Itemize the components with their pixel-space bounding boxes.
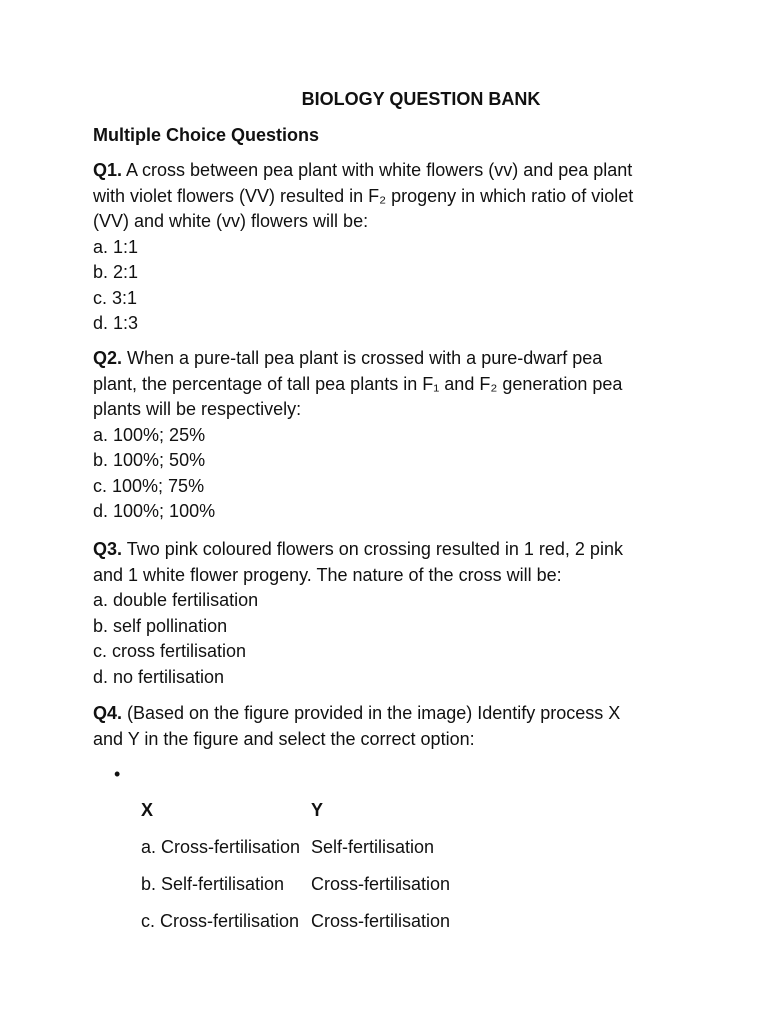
question-text-line: (Based on the figure provided in the image) Identify process X	[122, 703, 621, 723]
option-a: a. double fertilisation	[93, 590, 259, 610]
table-cell: b. Self-fertilisation	[141, 874, 285, 894]
question-text-line: Two pink coloured flowers on crossing resulted in 1 red, 2 pink	[122, 539, 623, 559]
question-2	[93, 346, 693, 525]
option-c: c. 3:1	[93, 287, 138, 308]
table-row	[141, 835, 450, 872]
column-header-y: Y	[311, 800, 324, 820]
table-cell: c. Cross-fertilisation	[141, 911, 300, 931]
table-cell: Cross-fertilisation	[311, 911, 451, 931]
table-row	[141, 872, 450, 909]
bullet-point: •	[114, 764, 121, 784]
question-number: Q3.	[93, 539, 123, 559]
question-number: Q2.	[93, 348, 123, 368]
option-b: b. 100%; 50%	[93, 450, 206, 470]
question-text-line: A cross between pea plant with white flowers (vv) and pea plant	[122, 160, 633, 180]
table-header-row	[141, 798, 450, 835]
table-row	[141, 909, 450, 946]
question-number: Q1.	[93, 160, 123, 180]
question-text-line: plant, the percentage of tall pea plants in F₁ and F₂ generation pea	[93, 373, 623, 394]
question-text-line: and Y in the figure and select the correct option:	[93, 728, 475, 749]
question-text-line: (VV) and white (vv) flowers will be:	[93, 211, 369, 231]
option-b: b. self pollination	[93, 615, 228, 636]
option-b: b. 2:1	[93, 262, 139, 282]
question-text-line: and 1 white flower progeny. The nature of the cross will be:	[93, 564, 562, 585]
question-1	[93, 158, 693, 337]
option-d: d. no fertilisation	[93, 666, 225, 687]
table-cell: Cross-fertilisation	[311, 874, 451, 894]
question-text-line: plants will be respectively:	[93, 399, 302, 419]
option-a: a. 100%; 25%	[93, 424, 206, 445]
option-d: d. 100%; 100%	[93, 501, 216, 521]
option-c: c. 100%; 75%	[93, 475, 205, 496]
document-title: BIOLOGY QUESTION BANK	[301, 89, 541, 109]
section-heading: Multiple Choice Questions	[93, 125, 320, 145]
option-a: a. 1:1	[93, 236, 139, 257]
table-cell: a. Cross-fertilisation	[141, 837, 301, 857]
question-text-line: with violet flowers (VV) resulted in F₂ progeny in which ratio of violet	[93, 185, 634, 206]
option-c: c. cross fertilisation	[93, 641, 247, 661]
column-header-x: X	[141, 800, 154, 820]
options-table	[141, 798, 450, 946]
question-3	[93, 537, 693, 690]
table-cell: Self-fertilisation	[311, 837, 435, 857]
question-text-line: When a pure-tall pea plant is crossed with a pure-dwarf pea	[122, 348, 603, 368]
option-d: d. 1:3	[93, 313, 139, 333]
question-number: Q4.	[93, 703, 123, 723]
question-4	[93, 701, 693, 752]
